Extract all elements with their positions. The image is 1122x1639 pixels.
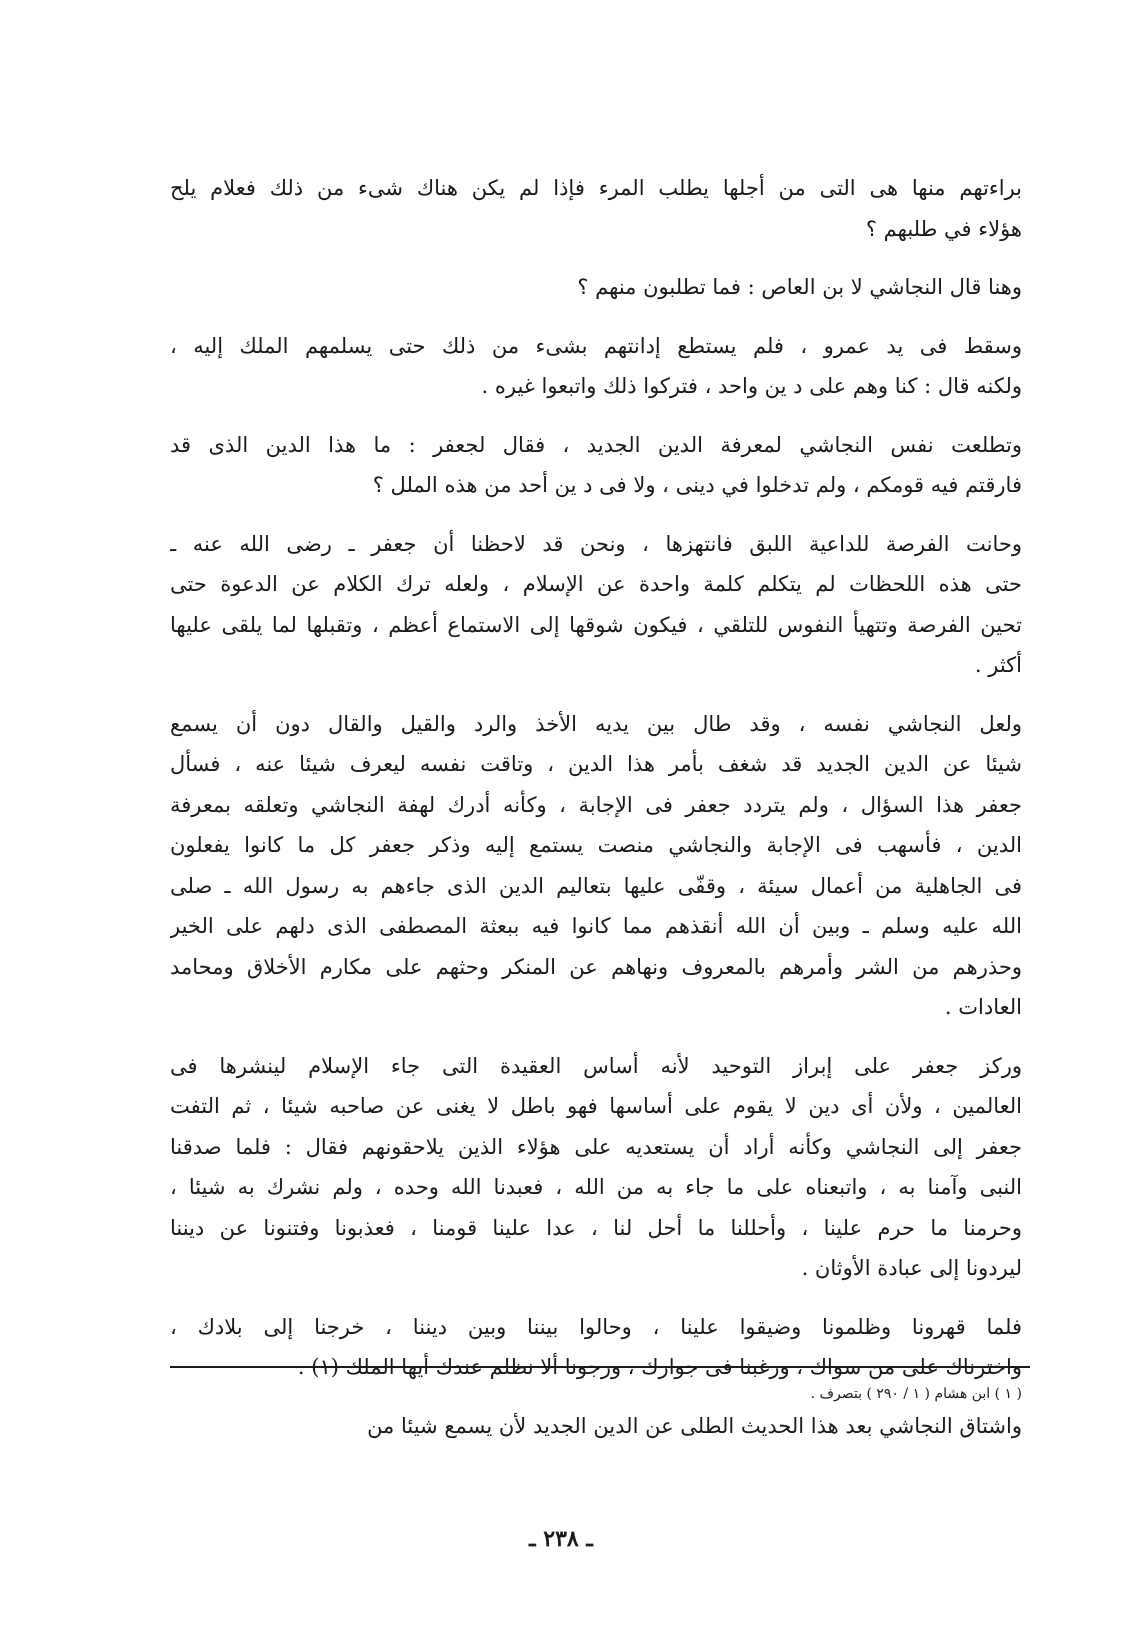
text-line: وسقط فى يد عمرو ، فلم يستطع إدانتهم بشىء من ذلك حتى يسلمهم الملك إليه ،: [170, 333, 1022, 358]
text-line: فى الجاهلية من أعمال سيئة ، وقفّى عليها بتعاليم الدين الذى جاءهم به رسول الله ـ صلى: [170, 873, 1022, 898]
paragraph-gap: [170, 1289, 1022, 1307]
text-line: تحين الفرصة وتتهيأ النفوس للتلقي ، فيكون شوقها إلى الاستماع أعظم ، وتقبلها لما يلقى عليها: [170, 612, 1022, 637]
page-number: ـ ٢٣٨ ـ: [529, 1526, 593, 1552]
paragraph: [170, 524, 1022, 686]
paragraph: [170, 704, 1022, 1028]
text-line: الدين ، فأسهب فى الإجابة والنجاشي منصت يستمع إليه وذكر جعفر كل ما كانوا يفعلون: [170, 833, 1022, 857]
text-line: العالمين ، ولأن أى دين لا يقوم على أساسها فهو باطل لا يغنى عن صاحبه شيئا ، ثم التفت: [170, 1094, 1022, 1118]
paragraph: [170, 1046, 1022, 1289]
paragraph-gap: [170, 1028, 1022, 1046]
paragraph: [170, 1406, 1022, 1447]
text-line: واخترناك على من سواك ، ورغبنا فى جوارك ، ورجونا ألا نظلم عندك أيها الملك (١) .: [297, 1355, 1022, 1379]
footnote: ( ١ ) ابن هشام ( ١ / ٢٩٠ ) بتصرف .: [810, 1386, 1022, 1402]
text-line: واشتاق النجاشي بعد هذا الحديث الطلى عن الدين الجديد لأن يسمع شيئا من: [367, 1413, 1022, 1438]
paragraph-gap: [170, 407, 1022, 425]
paragraph: [170, 425, 1022, 506]
footnote-divider: [170, 1366, 1030, 1368]
text-line: فارقتم فيه قومكم ، ولم تدخلوا في دينى ، ولا فى د ين أحد من هذه الملل ؟: [372, 473, 1022, 497]
text-line: جعفر هذا السؤال ، ولم يتردد جعفر فى الإجابة ، وكأنه أدرك لهفة النجاشي وتعلقه بمعرفة: [170, 792, 1022, 817]
text-line: الله عليه وسلم ـ وبين أن الله أنقذهم مما كانوا فيه ببعثة المصطفى الذى دلهم على الخير: [170, 914, 1022, 938]
text-line: ولعل النجاشي نفسه ، وقد طال بين يديه الأخذ والرد والقيل والقال دون أن يسمع: [170, 711, 1022, 736]
text-line: أكثر .: [974, 653, 1022, 677]
text-line: وركز جعفر على إبراز التوحيد لأنه أساس العقيدة التى جاء الإسلام لينشرها فى: [170, 1053, 1022, 1078]
paragraph-gap: [170, 686, 1022, 704]
paragraph: [170, 267, 1022, 308]
text-line: وتطلعت نفس النجاشي لمعرفة الدين الجديد ، فقال لجعفر : ما هذا الدين الذى قد: [170, 432, 1022, 457]
text-line: شيئا عن الدين الجديد قد شغف بأمر هذا الدين ، وتاقت نفسه ليعرف شيئا عنه ، فسأل: [170, 752, 1022, 776]
text-line: براءتهم منها هى التى من أجلها يطلب المرء فإذا لم يكن هناك شىء من ذلك فعلام يلح: [170, 176, 1022, 200]
body-text: [170, 168, 1022, 1446]
text-line: وحذرهم من الشر وأمرهم بالمعروف ونهاهم عن المنكر وحثهم على مكارم الأخلاق ومحامد: [170, 954, 1022, 979]
paragraph-gap: [170, 249, 1022, 267]
text-line: ولكنه قال : كنا وهم على د ين واحد ، فتركوا ذلك واتبعوا غيره .: [481, 374, 1022, 398]
text-line: وحانت الفرصة للداعية اللبق فانتهزها ، ونحن قد لاحظنا أن جعفر ـ رضى الله عنه ـ: [170, 531, 1022, 556]
paragraph-gap: [170, 308, 1022, 326]
text-line: النبى وآمنا به ، واتبعناه على ما جاء به من الله ، فعبدنا الله وحده ، ولم نشرك به شيئا ،: [170, 1175, 1022, 1199]
text-line: حتى هذه اللحظات لم يتكلم كلمة واحدة عن الإسلام ، ولعله ترك الكلام عن الدعوة حتى: [170, 572, 1022, 596]
paragraph-gap: [170, 506, 1022, 524]
text-line: ليردونا إلى عبادة الأوثان .: [801, 1256, 1022, 1280]
paragraph: [170, 326, 1022, 407]
text-line: هؤلاء في طلبهم ؟: [865, 216, 1022, 241]
text-line: فلما قهرونا وظلمونا وضيقوا علينا ، وحالوا بيننا وبين ديننا ، خرجنا إلى بلادك ،: [170, 1314, 1022, 1339]
text-line: جعفر إلى النجاشي وكأنه أراد أن يستعديه على هؤلاء الذين يلاحقونهم فقال : فلما صدقنا: [170, 1134, 1022, 1159]
text-line: العادات .: [944, 995, 1022, 1019]
text-line: وهنا قال النجاشي لا بن العاص : فما تطلبون منهم ؟: [577, 275, 1022, 299]
paragraph: [170, 1307, 1022, 1388]
text-line: وحرمنا ما حرم علينا ، وأحللنا ما أحل لنا ، عدا علينا قومنا ، فعذبونا وفتنونا عن ديننا: [170, 1215, 1022, 1240]
paragraph: [170, 168, 1022, 249]
